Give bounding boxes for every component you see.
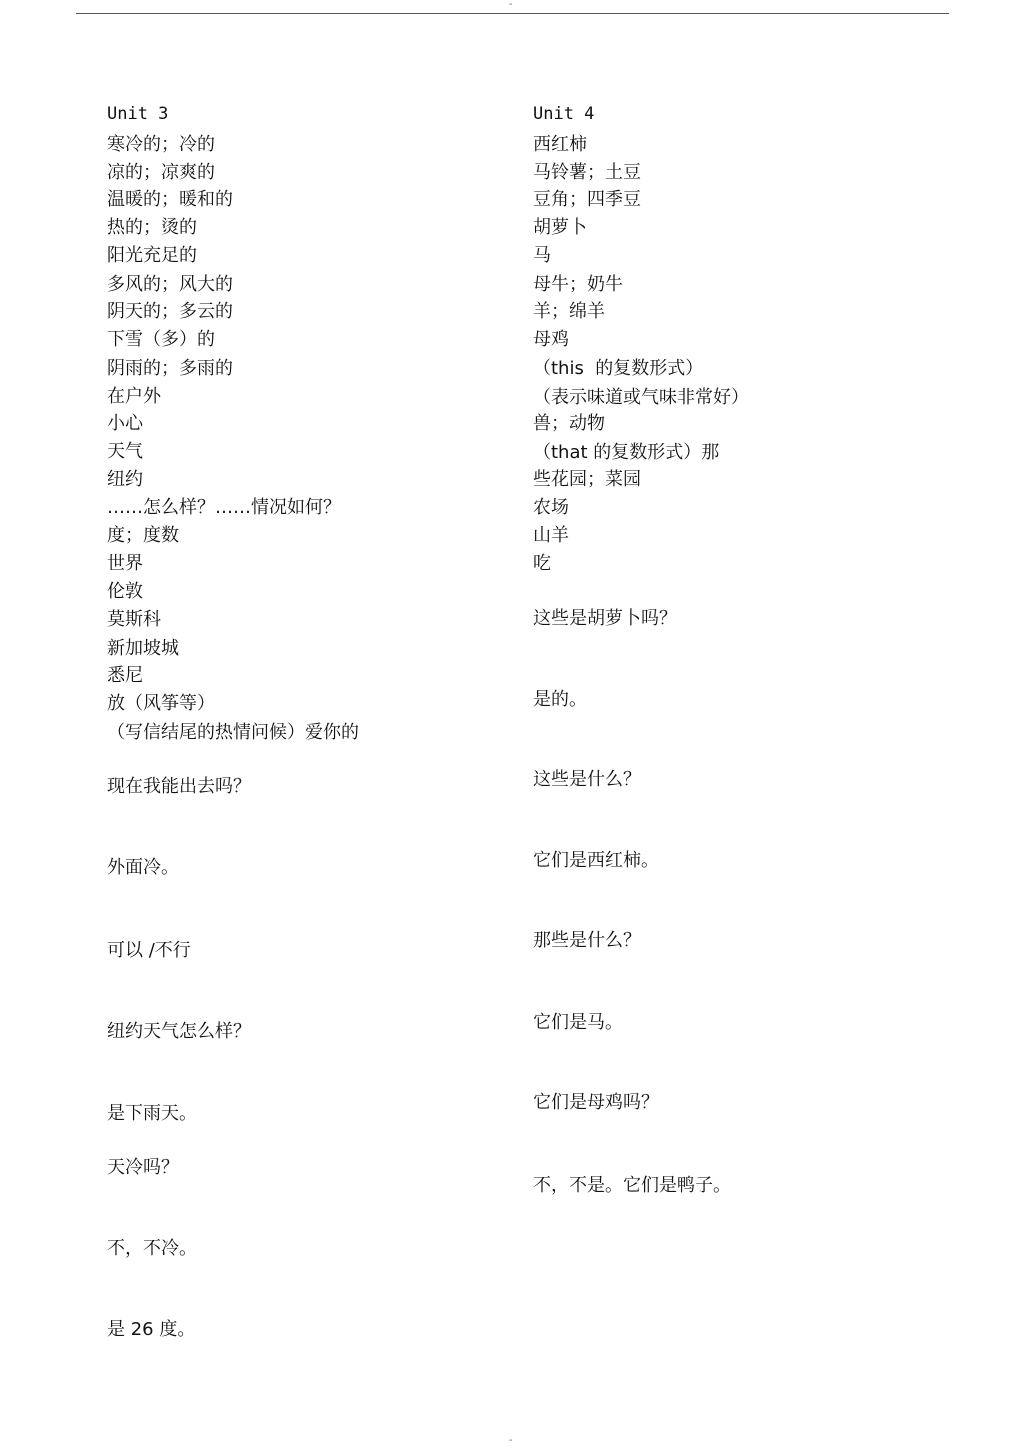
header-rule — [76, 13, 949, 14]
sentence-item: 不，不冷。 — [107, 1238, 197, 1259]
vocab-item: 兽；动物 — [533, 413, 605, 434]
vocab-item: 热的；烫的 — [107, 217, 197, 238]
vocab-item: 温暖的；暖和的 — [107, 189, 233, 210]
sentence-item: 可以 /不行 — [107, 940, 191, 961]
vocab-item: 伦敦 — [107, 581, 143, 602]
vocab-item: 阴天的；多云的 — [107, 301, 233, 322]
vocab-item: 在户外 — [107, 386, 161, 407]
vocab-item: 阴雨的；多雨的 — [107, 358, 233, 379]
sentence-item: 是下雨天。 — [107, 1103, 197, 1124]
vocab-item: 阳光充足的 — [107, 245, 197, 266]
unit-4-heading: Unit 4 — [533, 104, 595, 124]
vocab-item: 母牛；奶牛 — [533, 274, 623, 295]
vocab-item: 下雪（多）的 — [107, 329, 215, 350]
sentence-item: 它们是马。 — [533, 1012, 623, 1033]
vocab-item: 羊；绵羊 — [533, 301, 605, 322]
vocab-item: （写信结尾的热情问候）爱你的 — [107, 722, 359, 743]
vocab-item: （表示味道或气味非常好） — [533, 387, 749, 408]
vocab-item: 马 — [533, 245, 551, 266]
sentence-item: 它们是西红柿。 — [533, 850, 659, 871]
sentence-item: 不，不是。它们是鸭子。 — [533, 1175, 731, 1196]
vocab-item: 豆角；四季豆 — [533, 189, 641, 210]
vocab-item: 山羊 — [533, 525, 569, 546]
vocab-item: 马铃薯；土豆 — [533, 162, 641, 183]
header-mark: - — [509, 0, 513, 10]
vocab-item: 凉的；凉爽的 — [107, 162, 215, 183]
sentence-item: 是 26 度。 — [107, 1319, 196, 1340]
vocab-item: 放（风筝等） — [107, 693, 215, 714]
unit-3-heading: Unit 3 — [107, 104, 169, 124]
sentence-item: 那些是什么？ — [533, 930, 641, 951]
sentence-item: 这些是什么？ — [533, 769, 641, 790]
vocab-item: 西红柿 — [533, 134, 587, 155]
vocab-item: 莫斯科 — [107, 609, 161, 630]
vocab-item: 天气 — [107, 441, 143, 462]
sentence-item: 现在我能出去吗？ — [107, 776, 251, 797]
sentence-item: 它们是母鸡吗？ — [533, 1092, 659, 1113]
vocab-item: 小心 — [107, 413, 143, 434]
vocab-item: 胡萝卜 — [533, 217, 587, 238]
footer-mark: - — [509, 1435, 513, 1446]
sentence-item: 纽约天气怎么样？ — [107, 1021, 251, 1042]
vocab-item: （this 的复数形式） — [533, 358, 704, 379]
sentence-item: 天冷吗？ — [107, 1157, 179, 1178]
sentence-item: 是的。 — [533, 689, 587, 710]
vocab-item: 世界 — [107, 553, 143, 574]
vocab-item: 寒冷的；冷的 — [107, 134, 215, 155]
vocab-item: 些花园；菜园 — [533, 469, 641, 490]
vocab-item: 纽约 — [107, 469, 143, 490]
sentence-item: 外面冷。 — [107, 857, 179, 878]
sentence-item: 这些是胡萝卜吗？ — [533, 608, 677, 629]
vocab-item: 母鸡 — [533, 329, 569, 350]
vocab-item: （that 的复数形式）那 — [533, 442, 720, 463]
vocab-item: 吃 — [533, 553, 551, 574]
vocab-item: 悉尼 — [107, 665, 143, 686]
vocab-item: 新加坡城 — [107, 638, 179, 659]
vocab-item: 多风的；风大的 — [107, 274, 233, 295]
vocab-item: ……怎么样？……情况如何？ — [107, 497, 341, 518]
vocab-item: 度；度数 — [107, 525, 179, 546]
vocab-item: 农场 — [533, 497, 569, 518]
